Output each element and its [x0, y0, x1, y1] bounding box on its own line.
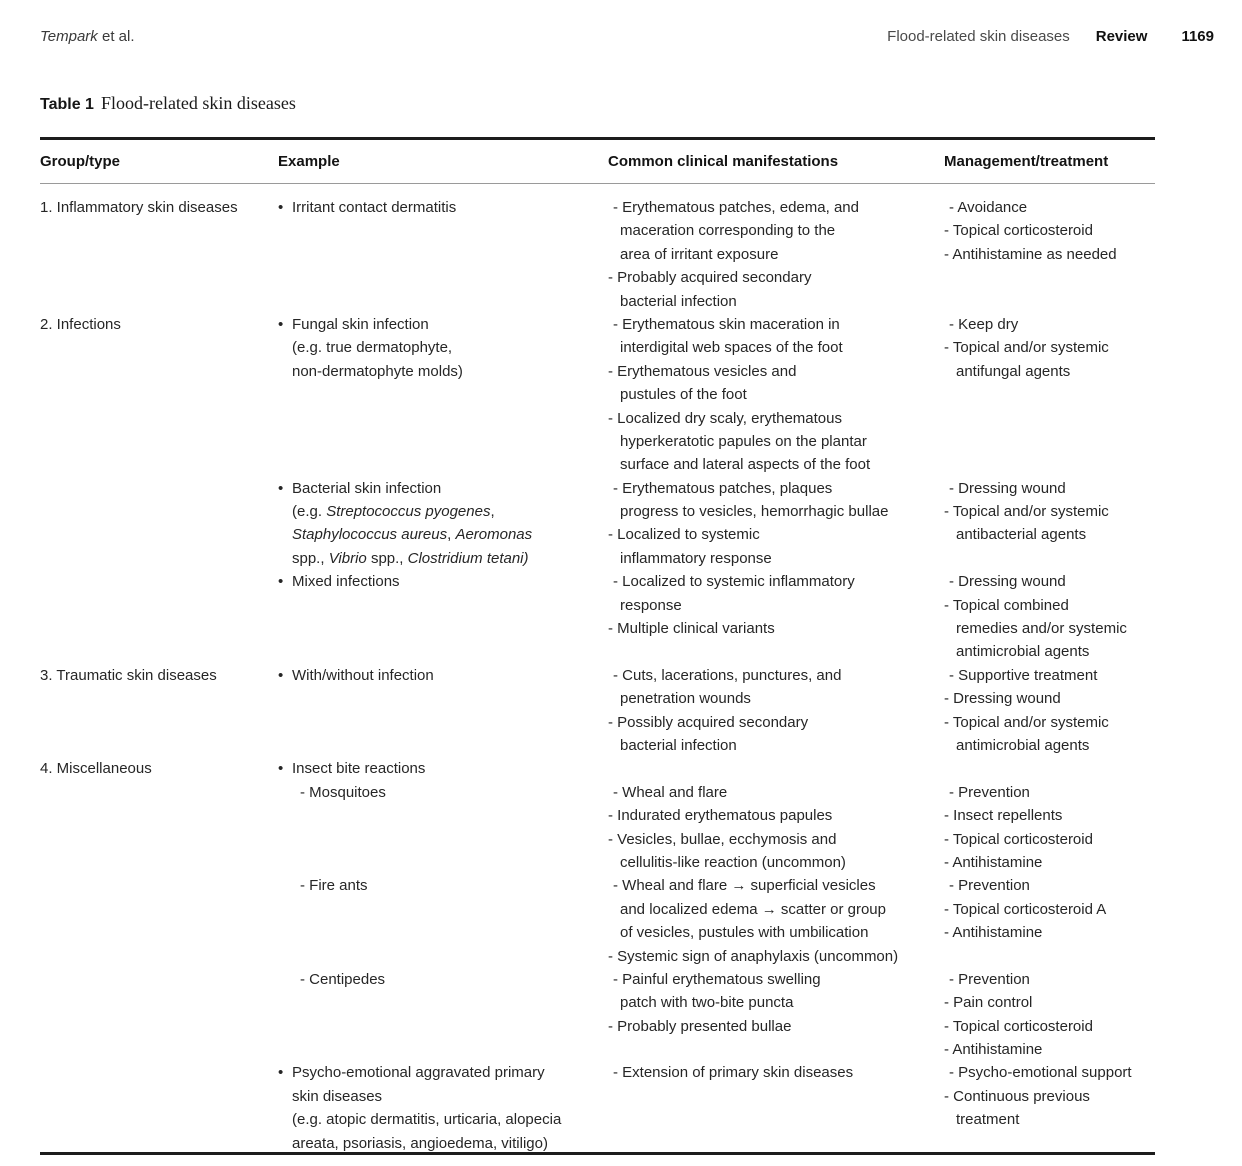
example-line: [278, 968, 608, 991]
cell-management: [944, 570, 1155, 664]
manifestations-line: [608, 219, 944, 242]
management-line: [944, 921, 1155, 944]
manifestations-line: [608, 781, 944, 804]
text-run: - Erythematous patches, plaques: [613, 479, 833, 497]
manifestations-line: [608, 617, 944, 640]
manifestations-line: [608, 874, 944, 897]
text-run: Insect bite reactions: [292, 760, 426, 778]
cell-manifestations: [608, 196, 944, 313]
text-run: - Possibly acquired secondary: [608, 713, 809, 731]
table-caption: [40, 93, 296, 114]
table-row: [40, 196, 1155, 313]
text-run: - Indurated erythematous papules: [608, 807, 833, 825]
cell-management: [944, 968, 1155, 1062]
text-run: area of irritant exposure: [620, 245, 779, 263]
manifestations-line: [608, 477, 944, 500]
manifestations-line: [608, 360, 944, 383]
text-run: - Topical combined: [944, 596, 1069, 614]
cell-example: [278, 477, 608, 571]
text-run: - Supportive treatment: [949, 666, 1098, 684]
bullet-icon: •: [278, 199, 284, 216]
cell-manifestations: [608, 968, 944, 1062]
cell-group: [40, 664, 278, 758]
example-line: [278, 570, 608, 593]
management-line: [944, 313, 1155, 336]
text-run: - Avoidance: [949, 199, 1028, 216]
manifestations-line: [608, 407, 944, 430]
table-row: [40, 570, 1155, 664]
manifestations-line: [608, 290, 944, 313]
table-top-rule: [40, 137, 1155, 140]
table-bottom-rule: [40, 1152, 1155, 1155]
cell-manifestations: [608, 477, 944, 571]
column-header-example: Example: [278, 153, 340, 170]
cell-management: [944, 781, 1155, 875]
cell-management: [944, 196, 1155, 313]
text-run: - Dressing wound: [949, 479, 1066, 497]
text-run: antibacterial agents: [956, 526, 1087, 544]
cell-group: [40, 874, 278, 968]
text-run: - Erythematous skin maceration in: [613, 315, 840, 333]
management-line: [944, 1108, 1155, 1131]
management-line: [944, 500, 1155, 523]
text-run: - Fire ants: [300, 877, 368, 895]
table-row: [40, 313, 1155, 477]
cell-manifestations: [608, 313, 944, 477]
text-run: Staphylococcus aureus: [292, 526, 448, 544]
text-run: - Systemic sign of anaphylaxis (uncommon): [608, 947, 899, 965]
manifestations-line: [608, 196, 944, 219]
column-header-manifestations: Common clinical manifestations: [608, 153, 839, 170]
manifestations-line: [608, 1015, 944, 1038]
text-run: and localized edema → scatter or group: [620, 900, 886, 918]
text-run: With/without infection: [292, 666, 434, 684]
bullet-icon: •: [278, 573, 284, 591]
cell-manifestations: [608, 664, 944, 758]
example-line: [278, 477, 608, 500]
cell-group: [40, 1061, 278, 1155]
manifestations-line: [608, 336, 944, 359]
table-header-rule: [40, 183, 1155, 184]
text-run: - Localized dry scaly, erythematous: [608, 409, 842, 427]
text-run: - Topical and/or systemic: [944, 713, 1109, 731]
text-run: surface and lateral aspects of the foot: [620, 456, 871, 474]
text-run: - Localized to systemic inflammatory: [613, 573, 855, 591]
example-line: [278, 1108, 608, 1131]
cell-example: [278, 781, 608, 875]
cell-example: [278, 313, 608, 477]
page-number: 1169: [1181, 28, 1214, 45]
cell-manifestations: [608, 757, 944, 780]
manifestations-line: [608, 594, 944, 617]
manifestations-line: [608, 991, 944, 1014]
cell-example: [278, 757, 608, 780]
cell-management: [944, 313, 1155, 477]
manifestations-line: [608, 430, 944, 453]
cell-management: [944, 1061, 1155, 1155]
group-label: 3. Traumatic skin diseases: [40, 666, 217, 684]
manifestations-line: [608, 804, 944, 827]
text-run: progress to vesicles, hemorrhagic bullae: [620, 503, 889, 521]
cell-management: [944, 874, 1155, 968]
text-run: - Erythematous patches, edema, and: [613, 199, 859, 216]
text-run: - Pain control: [944, 994, 1033, 1012]
cell-example: [278, 196, 608, 313]
table-row: [40, 781, 1155, 875]
cell-group: [40, 781, 278, 875]
bullet-icon: •: [278, 479, 284, 497]
cell-manifestations: [608, 874, 944, 968]
example-line: [278, 500, 608, 523]
text-run: skin diseases: [292, 1087, 383, 1105]
manifestations-line: [608, 500, 944, 523]
example-line: [278, 781, 608, 804]
cell-example: [278, 968, 608, 1062]
cell-management: [944, 757, 1155, 780]
management-line: [944, 687, 1155, 710]
text-run: (e.g. atopic dermatitis, urticaria, alopecia: [292, 1111, 562, 1129]
management-line: [944, 523, 1155, 546]
text-run: of vesicles, pustules with umbilication: [620, 924, 869, 942]
text-run: - Topical and/or systemic: [944, 339, 1109, 357]
text-run: spp.,: [366, 549, 408, 567]
management-line: [944, 336, 1155, 359]
table-row: [40, 1061, 1155, 1155]
cell-manifestations: [608, 1061, 944, 1155]
text-run: Clostridium tetani): [407, 549, 529, 567]
text-run: Fungal skin infection: [292, 315, 429, 333]
cell-example: [278, 874, 608, 968]
management-line: [944, 196, 1155, 219]
cell-group: [40, 196, 278, 313]
manifestations-line: [608, 898, 944, 921]
text-run: antimicrobial agents: [956, 643, 1090, 661]
text-run: spp.,: [292, 549, 329, 567]
manifestations-line: [608, 1061, 944, 1084]
text-run: - Cuts, lacerations, punctures, and: [613, 666, 842, 684]
cell-management: [944, 664, 1155, 758]
text-run: pustules of the foot: [620, 386, 747, 404]
management-line: [944, 804, 1155, 827]
text-run: (e.g.: [292, 503, 327, 521]
table-column-headers: [40, 153, 1155, 170]
text-run: maceration corresponding to the: [620, 222, 836, 240]
management-line: [944, 640, 1155, 663]
management-line: [944, 1085, 1155, 1108]
manifestations-line: [608, 570, 944, 593]
text-run: bacterial infection: [620, 736, 737, 754]
table-row: [40, 477, 1155, 571]
text-run: Aeromonas: [455, 526, 533, 544]
management-line: [944, 570, 1155, 593]
bullet-icon: •: [278, 1064, 284, 1082]
cell-group: [40, 313, 278, 477]
text-run: ,: [490, 503, 495, 521]
text-run: interdigital web spaces of the foot: [620, 339, 843, 357]
example-line: [278, 1085, 608, 1108]
example-line: [278, 523, 608, 546]
text-run: - Topical corticosteroid: [944, 222, 1093, 240]
example-line: [278, 313, 608, 336]
manifestations-line: [608, 711, 944, 734]
text-run: (e.g. true dermatophyte,: [292, 339, 453, 357]
manifestations-line: [608, 945, 944, 968]
group-label: 1. Inflammatory skin diseases: [40, 199, 238, 216]
manifestations-line: [608, 383, 944, 406]
manifestations-line: [608, 968, 944, 991]
management-line: [944, 851, 1155, 874]
management-line: [944, 991, 1155, 1014]
table-row: [40, 664, 1155, 758]
text-run: Streptococcus pyogenes: [326, 503, 491, 521]
cell-management: [944, 477, 1155, 571]
management-line: [944, 781, 1155, 804]
manifestations-line: [608, 266, 944, 289]
text-run: - Topical corticosteroid A: [944, 900, 1107, 918]
example-line: [278, 664, 608, 687]
bullet-icon: •: [278, 315, 284, 333]
manifestations-line: [608, 687, 944, 710]
authors-name: Tempark: [40, 28, 98, 45]
text-run: - Topical corticosteroid: [944, 1017, 1093, 1035]
text-run: Psycho-emotional aggravated primary: [292, 1064, 545, 1082]
text-run: - Multiple clinical variants: [608, 620, 775, 638]
management-line: [944, 477, 1155, 500]
text-run: bacterial infection: [620, 292, 737, 310]
text-run: - Topical and/or systemic: [944, 503, 1109, 521]
management-line: [944, 664, 1155, 687]
example-line: [278, 874, 608, 897]
manifestations-line: [608, 453, 944, 476]
text-run: - Dressing wound: [944, 690, 1061, 708]
text-run: response: [620, 596, 682, 614]
example-line: [278, 757, 608, 780]
text-run: - Vesicles, bullae, ecchymosis and: [608, 830, 837, 848]
text-run: remedies and/or systemic: [956, 620, 1127, 638]
table-body: [40, 196, 1155, 1155]
management-line: [944, 968, 1155, 991]
management-line: [944, 243, 1155, 266]
text-run: - Dressing wound: [949, 573, 1066, 591]
example-line: [278, 1061, 608, 1084]
text-run: Mixed infections: [292, 573, 400, 591]
running-head-title: Flood-related skin diseases: [887, 28, 1070, 45]
table-caption-title: Flood-related skin diseases: [100, 93, 296, 113]
manifestations-line: [608, 243, 944, 266]
management-line: [944, 1038, 1155, 1061]
management-line: [944, 898, 1155, 921]
cell-example: [278, 570, 608, 664]
manifestations-line: [608, 313, 944, 336]
text-run: - Continuous previous: [944, 1087, 1090, 1105]
management-line: [944, 828, 1155, 851]
text-run: Vibrio: [328, 549, 367, 567]
text-run: - Keep dry: [949, 315, 1019, 333]
text-run: patch with two-bite puncta: [620, 994, 794, 1012]
text-run: - Antihistamine: [944, 853, 1043, 871]
text-run: Bacterial skin infection: [292, 479, 442, 497]
manifestations-line: [608, 851, 944, 874]
table-row: [40, 968, 1155, 1062]
management-line: [944, 711, 1155, 734]
text-run: - Painful erythematous swelling: [613, 970, 821, 988]
text-run: - Prevention: [949, 970, 1030, 988]
text-run: treatment: [956, 1111, 1020, 1129]
text-run: - Probably acquired secondary: [608, 269, 812, 287]
group-label: 2. Infections: [40, 315, 121, 333]
text-run: - Prevention: [949, 783, 1030, 801]
cell-example: [278, 1061, 608, 1155]
text-run: - Probably presented bullae: [608, 1017, 792, 1035]
table-caption-label: Table 1: [40, 96, 94, 113]
text-run: areata, psoriasis, angioedema, vitiligo): [292, 1134, 548, 1152]
management-line: [944, 1015, 1155, 1038]
text-run: - Wheal and flare: [613, 783, 728, 801]
text-run: - Erythematous vesicles and: [608, 362, 797, 380]
management-line: [944, 734, 1155, 757]
bullet-icon: •: [278, 666, 284, 684]
text-run: - Insect repellents: [944, 807, 1063, 825]
column-header-group-type: Group/type: [40, 153, 121, 170]
management-line: [944, 360, 1155, 383]
cell-group: [40, 477, 278, 571]
text-run: inflammatory response: [620, 549, 772, 567]
text-run: - Localized to systemic: [608, 526, 760, 544]
text-run: cellulitis-like reaction (uncommon): [620, 853, 846, 871]
bullet-icon: •: [278, 760, 284, 778]
manifestations-line: [608, 664, 944, 687]
cell-group: [40, 757, 278, 780]
text-run: non-dermatophyte molds): [292, 362, 463, 380]
manifestations-line: [608, 547, 944, 570]
management-line: [944, 594, 1155, 617]
cell-group: [40, 570, 278, 664]
text-run: hyperkeratotic papules on the plantar: [620, 432, 867, 450]
group-label: 4. Miscellaneous: [40, 760, 152, 778]
management-line: [944, 617, 1155, 640]
text-run: antimicrobial agents: [956, 736, 1090, 754]
table-row: [40, 757, 1155, 780]
text-run: - Prevention: [949, 877, 1030, 895]
running-head-right: [887, 28, 1214, 45]
management-line: [944, 219, 1155, 242]
manifestations-line: [608, 734, 944, 757]
text-run: - Extension of primary skin diseases: [613, 1064, 854, 1082]
text-run: - Wheal and flare → superficial vesicles: [613, 877, 876, 895]
cell-manifestations: [608, 570, 944, 664]
example-line: [278, 547, 608, 570]
cell-group: [40, 968, 278, 1062]
text-run: penetration wounds: [620, 690, 751, 708]
management-line: [944, 874, 1155, 897]
column-header-management: Management/treatment: [944, 153, 1109, 170]
text-run: Irritant contact dermatitis: [292, 199, 457, 216]
text-run: - Psycho-emotional support: [949, 1064, 1132, 1082]
example-line: [278, 360, 608, 383]
manifestations-line: [608, 828, 944, 851]
text-run: - Antihistamine as needed: [944, 245, 1117, 263]
text-run: - Topical corticosteroid: [944, 830, 1093, 848]
authors-etal: et al.: [97, 28, 135, 45]
text-run: - Centipedes: [300, 970, 386, 988]
example-line: [278, 196, 608, 219]
text-run: - Antihistamine: [944, 924, 1043, 942]
manifestations-line: [608, 523, 944, 546]
manifestations-line: [608, 921, 944, 944]
running-head-section: Review: [1095, 28, 1148, 45]
example-line: [278, 336, 608, 359]
management-line: [944, 1061, 1155, 1084]
text-run: - Antihistamine: [944, 1041, 1043, 1059]
running-head: [40, 28, 1214, 45]
text-run: - Mosquitoes: [300, 783, 386, 801]
text-run: antifungal agents: [956, 362, 1071, 380]
cell-manifestations: [608, 781, 944, 875]
cell-example: [278, 664, 608, 758]
table-row: [40, 874, 1155, 968]
running-head-authors: [40, 28, 135, 45]
text-run: ,: [447, 526, 456, 544]
